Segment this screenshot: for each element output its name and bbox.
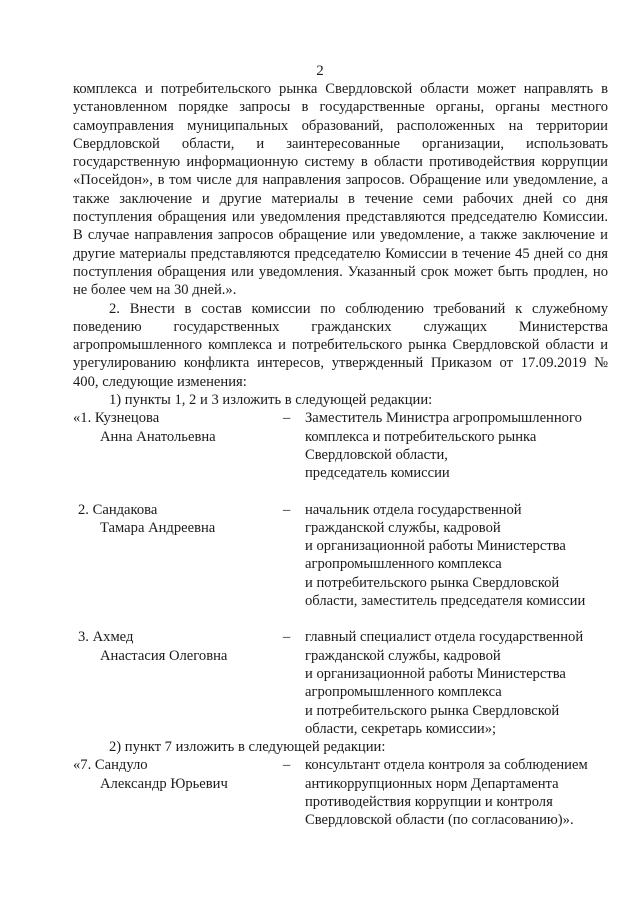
page-number: 2 <box>316 63 324 79</box>
member-surname: Сандуло <box>94 757 148 774</box>
member-dash: – <box>283 501 291 518</box>
member-name <box>73 409 283 482</box>
member-entry <box>73 628 608 738</box>
members-list-2 <box>73 756 608 829</box>
member-number: «1. <box>73 410 92 427</box>
member-surname: Ахмед <box>92 629 134 646</box>
member-dash: – <box>283 410 291 427</box>
member-name <box>73 628 283 738</box>
member-name <box>73 501 283 611</box>
member-entry <box>73 756 608 829</box>
paragraph-2: 2. Внести в состав комиссии по соблюдению требований к служебному поведению государственных гражданских служащих Министерства агропромышленного комплекса и потребительского рынка Свердловской области и урегулированию конфликта интересов, утвержденный Приказом от 17.09.2019 № 400, следующие изменения: <box>73 300 608 390</box>
member-description: Заместитель Министра агропромышленного комплекса и потребительского рынка Свердловской области, председатель комиссии <box>305 410 582 482</box>
member-dash: – <box>283 757 291 774</box>
member-number: 3. <box>78 629 89 646</box>
member-surname: Сандакова <box>92 501 158 518</box>
member-description: главный специалист отдела государственной гражданской службы, кадровой и организационной работы Министерства агропромышленного комплекса и потребительского рынка Свердловской области, секретарь комиссии»; <box>305 629 584 737</box>
member-given-names: Анна Анатольевна <box>100 428 216 445</box>
members-list-1 <box>73 409 608 738</box>
member-entry <box>73 409 608 482</box>
member-name <box>73 756 283 829</box>
subpoint-1: 1) пункты 1, 2 и 3 изложить в следующей редакции: <box>109 392 433 409</box>
member-description: начальник отдела государственной гражданской службы, кадровой и организационной работы Министерства агропромышленного комплекса и потребительского рынка Свердловской области, заместитель председателя комиссии <box>305 501 586 610</box>
member-given-names: Тамара Андреевна <box>100 519 216 536</box>
paragraph-continuation: комплекса и потребительского рынка Свердловской области может направлять в установленном порядке запросы в государственные органы, органы местного самоуправления муниципальных образований, расположенных на территории Свердловской области, и заинтересованные организации, использовать государственную информационную систему в области противодействия коррупции «Посейдон», в том числе для направления запросов. Обращение или уведомление, а также заключение и другие материалы в течение семи рабочих дней со дня поступления обращения или уведомления представляются председателю Комиссии. В случае направления запросов обращение или уведомление, а также заключение и другие материалы представляются председателю Комиссии в течение 45 дней со дня поступления обращения или уведомления. Указанный срок может быть продлен, но не более чем на 30 дней.». <box>73 81 608 299</box>
member-given-names: Александр Юрьевич <box>100 775 228 792</box>
member-description: консультант отдела контроля за соблюдением антикоррупционных норм Департамента противодействия коррупции и контроля Свердловской области (по согласованию)». <box>305 757 588 829</box>
member-entry <box>73 501 608 611</box>
subpoint-2: 2) пункт 7 изложить в следующей редакции: <box>109 739 386 756</box>
member-number: 2. <box>78 501 89 518</box>
document-body <box>73 80 608 830</box>
member-given-names: Анастасия Олеговна <box>100 647 228 664</box>
member-dash: – <box>283 629 291 646</box>
member-number: «7. <box>73 757 92 774</box>
member-surname: Кузнецова <box>94 410 160 427</box>
